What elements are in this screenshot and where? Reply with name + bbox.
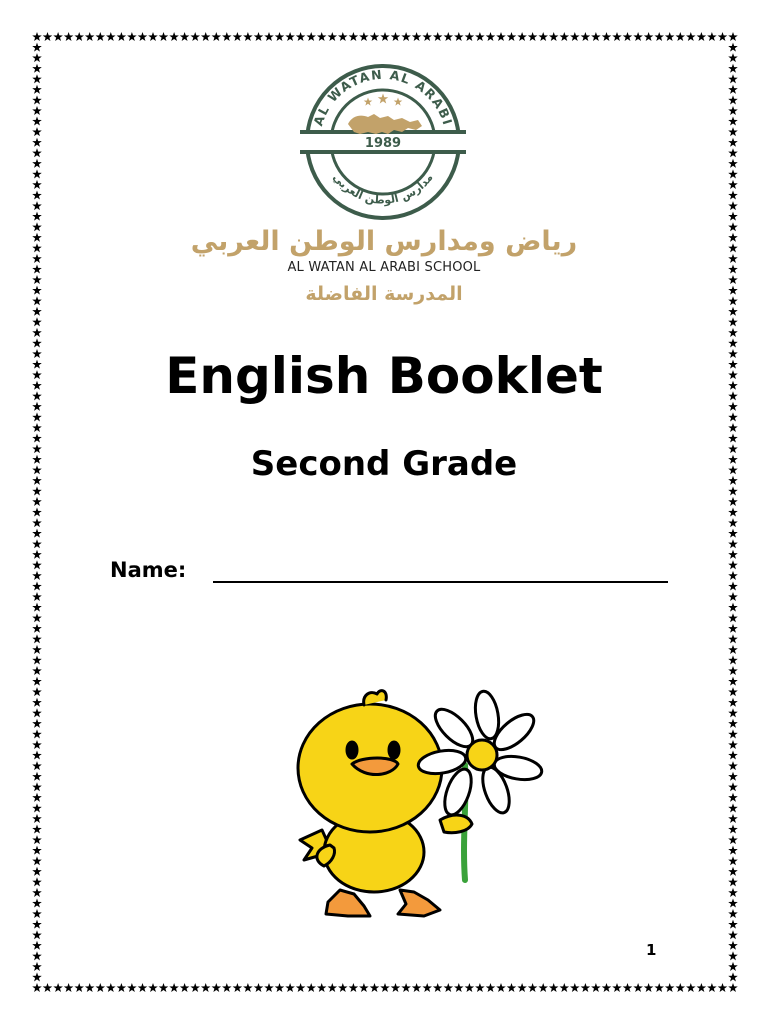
- school-english-name: AL WATAN AL ARABI SCHOOL: [287, 260, 481, 275]
- page-number: 1: [646, 941, 657, 959]
- school-logo: [298, 62, 468, 222]
- booklet-title: English Booklet: [165, 347, 603, 405]
- svg-text:مدارس الوطن العربي: [330, 171, 435, 207]
- booklet-subtitle: Second Grade: [250, 444, 518, 484]
- name-label: Name:: [110, 558, 187, 582]
- school-arabic-tagline: المدرسة الفاضلة: [305, 283, 463, 305]
- logo-arabic-ring-text: مدارس الوطن العربي: [330, 170, 436, 207]
- name-write-line: [213, 581, 668, 583]
- chick-with-daisy-icon: [282, 680, 552, 925]
- logo-ring-text: AL WATAN AL ARABI: [310, 66, 456, 128]
- name-field-row: [110, 555, 670, 585]
- logo-stars-icon: [364, 94, 403, 106]
- logo-year: 1989: [364, 136, 402, 151]
- school-arabic-name: رياض ومدارس الوطن العربي: [190, 226, 578, 257]
